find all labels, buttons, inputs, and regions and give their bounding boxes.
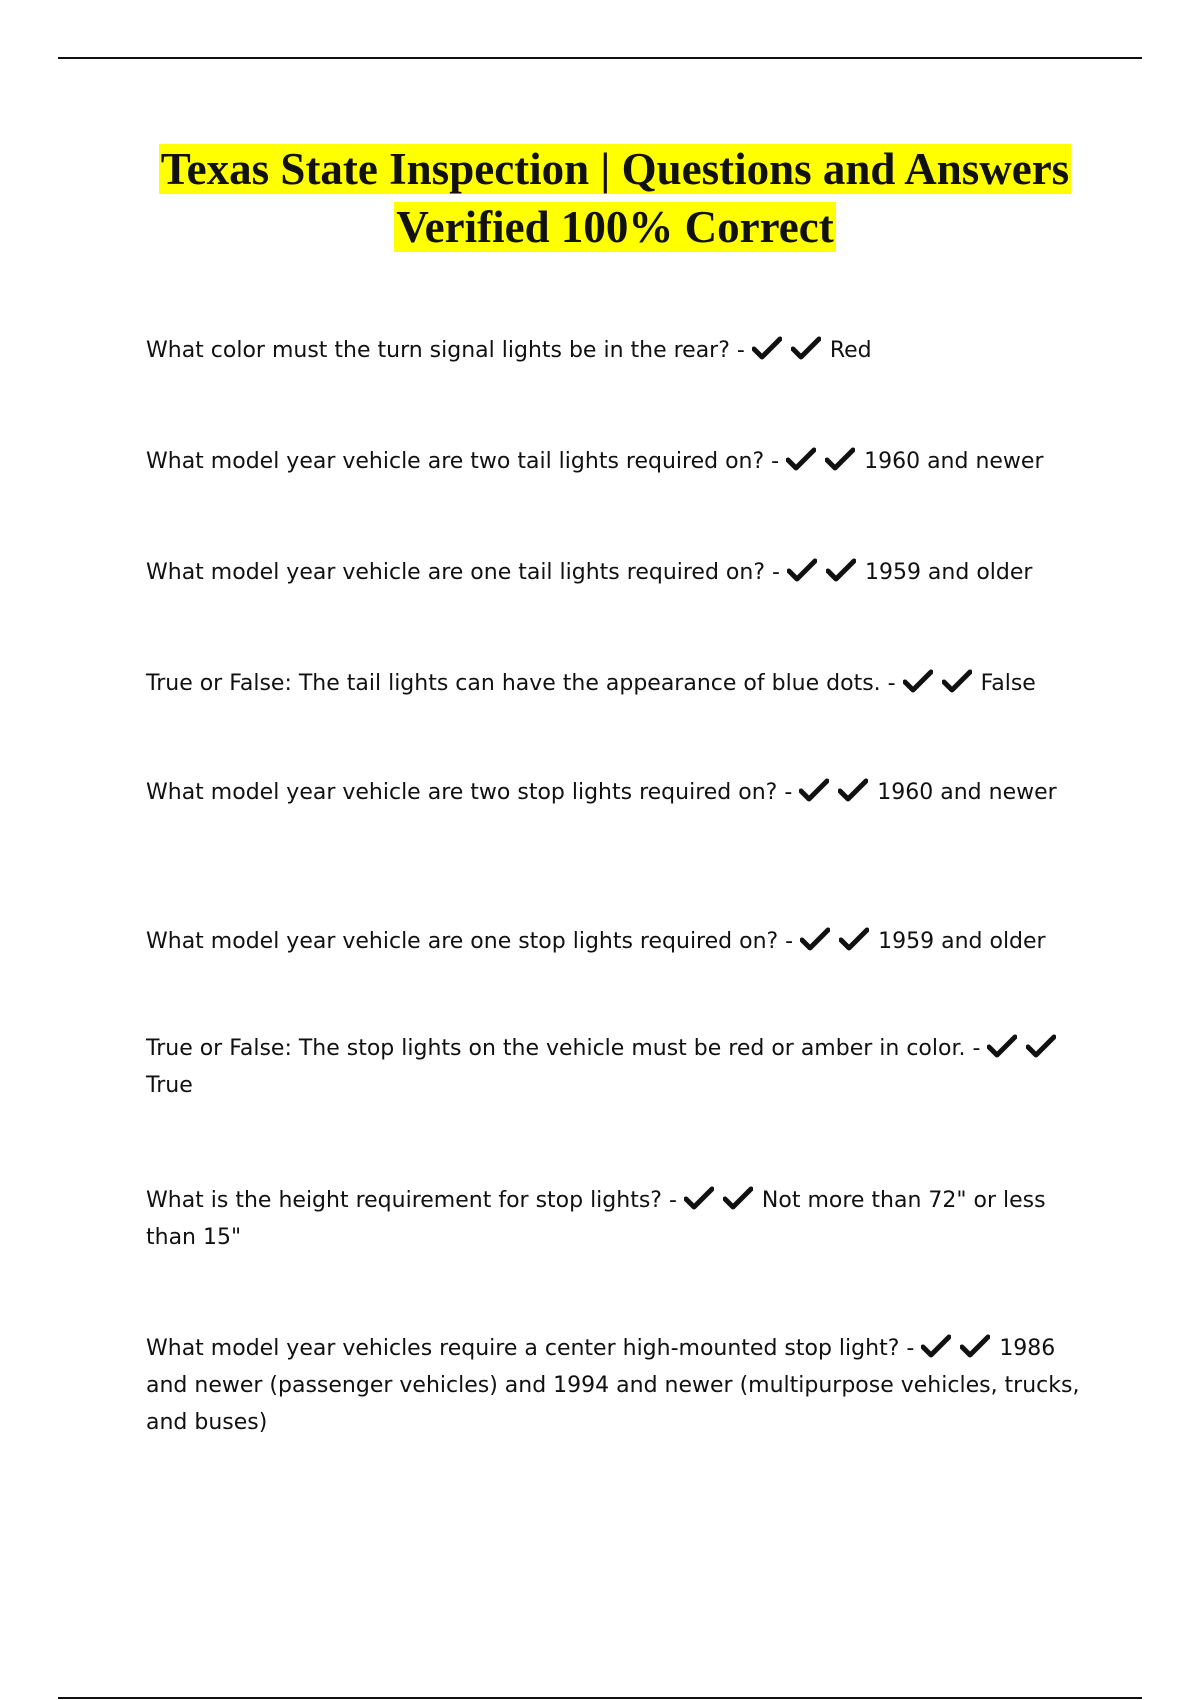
question-text: True or False: The stop lights on the vehicle must be red or amber in color. -	[146, 1036, 981, 1061]
check-icon	[960, 1334, 990, 1358]
check-icon	[800, 927, 830, 951]
answer-text: 1959 and older	[878, 929, 1046, 954]
top-divider	[58, 57, 1142, 59]
check-icon	[799, 778, 829, 802]
qa-item	[146, 1182, 1096, 1256]
question-text: What color must the turn signal lights be in the rear? -	[146, 338, 745, 363]
check-icon	[1026, 1034, 1056, 1058]
title-line-2: Verified 100% Correct	[396, 202, 834, 252]
check-icon	[839, 927, 869, 951]
answer-text: 1960 and newer	[864, 449, 1044, 474]
check-icon	[684, 1186, 714, 1210]
answer-text: 1960 and newer	[877, 780, 1057, 805]
answer-text: True	[146, 1073, 193, 1098]
qa-item	[146, 332, 1096, 369]
check-icon	[826, 558, 856, 582]
qa-item	[146, 1030, 1096, 1104]
qa-item	[146, 554, 1096, 591]
check-icon	[942, 669, 972, 693]
question-text: What model year vehicle are one tail lights required on? -	[146, 560, 780, 585]
answer-text: Red	[829, 338, 872, 363]
qa-item	[146, 665, 1096, 702]
qa-item	[146, 923, 1096, 960]
question-text: What model year vehicle are two tail lights required on? -	[146, 449, 780, 474]
check-icon	[903, 669, 933, 693]
question-text: What is the height requirement for stop lights? -	[146, 1188, 677, 1213]
check-icon	[825, 447, 855, 471]
check-icon	[752, 336, 782, 360]
question-text: True or False: The tail lights can have the appearance of blue dots. -	[146, 671, 896, 696]
qa-item	[146, 1330, 1096, 1441]
check-icon	[723, 1186, 753, 1210]
check-icon	[791, 336, 821, 360]
qa-item	[146, 443, 1096, 480]
bottom-divider	[58, 1697, 1142, 1699]
question-text: What model year vehicles require a center high-mounted stop light? -	[146, 1336, 915, 1361]
question-text: What model year vehicle are two stop lights required on? -	[146, 780, 793, 805]
answer-text: Not more than 72" or less than 15"	[146, 1188, 1046, 1250]
answer-text: 1986 and newer (passenger vehicles) and 1994 and newer (multipurpose vehicles, trucks, and buses)	[146, 1336, 1080, 1435]
answer-text: False	[980, 671, 1036, 696]
document-title	[60, 140, 1170, 256]
check-icon	[787, 558, 817, 582]
qa-item	[146, 774, 1096, 811]
answer-text: 1959 and older	[864, 560, 1033, 585]
check-icon	[987, 1034, 1017, 1058]
check-icon	[786, 447, 816, 471]
title-line-1: Texas State Inspection | Questions and Answers	[160, 144, 1070, 194]
question-text: What model year vehicle are one stop lights required on? -	[146, 929, 794, 954]
check-icon	[921, 1334, 951, 1358]
check-icon	[838, 778, 868, 802]
